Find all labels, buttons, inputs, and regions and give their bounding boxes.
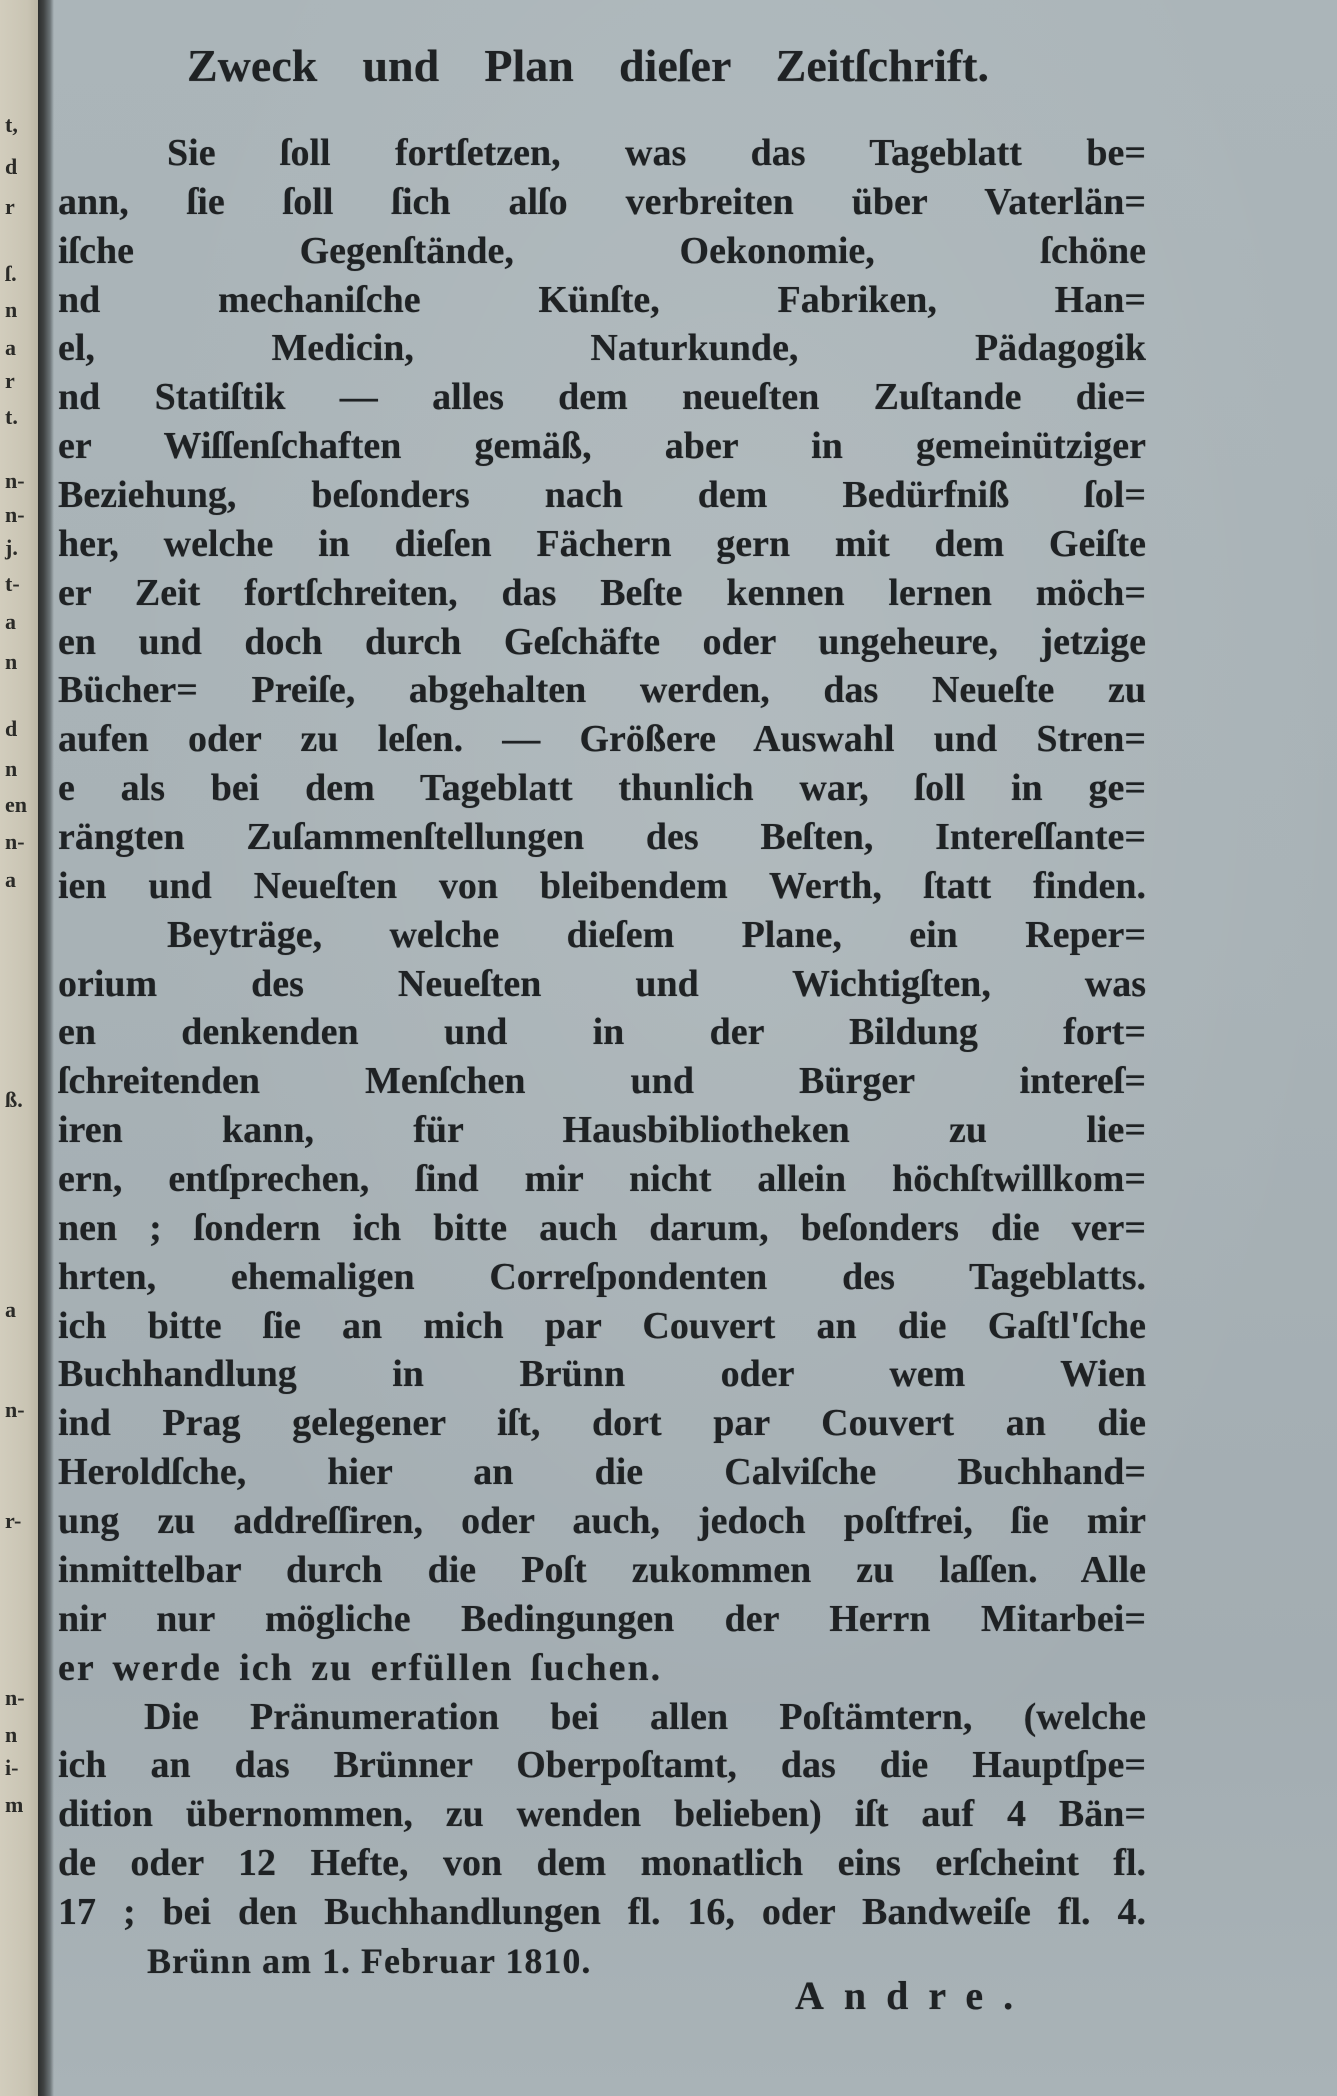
text-line: Beziehung, beſonders nach dem Bedürfniß ſol= (58, 474, 1146, 517)
margin-fragment: r (5, 368, 15, 393)
margin-fragment: d (5, 154, 18, 179)
margin-fragment: d (5, 716, 18, 741)
text-line: orium des Neueſten und Wichtigſten, was (58, 962, 1146, 1005)
text-line: Beyträge, welche dieſem Plane, ein Reper= (167, 913, 1146, 956)
margin-fragment: n (5, 297, 18, 322)
text-line: nir nur mögliche Bedingungen der Herrn Mitarbei= (58, 1597, 1146, 1640)
text-line: nen ; ſondern ich bitte auch darum, beſonders die ver= (58, 1206, 1146, 1249)
text-line: Heroldſche, hier an die Calviſche Buchhand= (58, 1451, 1146, 1494)
margin-fragment: a (5, 609, 16, 634)
margin-fragment: n- (5, 829, 25, 854)
text-line: er werde ich zu erfüllen ſuchen. (58, 1646, 663, 1689)
text-line: en und doch durch Geſchäfte oder ungeheure, jetzige (58, 620, 1146, 663)
book-gutter-shadow (38, 0, 54, 2096)
margin-fragment: n (5, 756, 18, 781)
margin-fragment: n (5, 1722, 18, 1747)
text-line: hrten, ehemaligen Correſpondenten des Tageblatts. (58, 1255, 1146, 1298)
previous-page-edge (0, 0, 40, 2096)
margin-fragment: t. (5, 404, 18, 429)
margin-fragment: a (5, 335, 16, 360)
margin-fragment: n- (5, 1397, 25, 1422)
paragraph (58, 1693, 1146, 1937)
text-line: iren kann, für Hausbibliotheken zu lie= (58, 1109, 1146, 1152)
text-line: ich bitte ſie an mich par Couvert an die Gaſtl'ſche (58, 1304, 1146, 1347)
text-line: ſchreitenden Menſchen und Bürger intereſ= (58, 1060, 1146, 1103)
text-line: Buchhandlung in Brünn oder wem Wien (58, 1353, 1146, 1396)
margin-fragment: a (5, 867, 16, 892)
paragraph (58, 129, 1146, 911)
text-line: iſche Gegenſtände, Oekonomie, ſchöne (58, 229, 1146, 272)
date-line: Brünn am 1. Februar 1810. (147, 1940, 592, 1981)
margin-fragment: t, (5, 112, 18, 137)
text-line: er Zeit fortſchreiten, das Beſte kennen lernen möch= (58, 571, 1146, 614)
text-line: rängten Zuſammenſtellungen des Beſten, Intereſſante= (58, 816, 1146, 859)
text-line: er Wiſſenſchaften gemäß, aber in gemeinütziger (58, 425, 1146, 468)
margin-fragment: ſ. (5, 261, 17, 286)
margin-fragment: n- (5, 502, 25, 527)
text-line: Sie ſoll fortſetzen, was das Tageblatt be= (167, 132, 1146, 174)
margin-fragment: n- (5, 468, 25, 493)
margin-fragment: en (5, 792, 27, 817)
text-line: Bücher= Preiſe, abgehalten werden, das Neueſte zu (58, 669, 1146, 712)
text-line: ind Prag gelegener iſt, dort par Couvert an die (58, 1402, 1146, 1445)
text-line: ich an das Brünner Oberpoſtamt, das die Hauptſpe= (58, 1744, 1146, 1787)
text-line: inmittelbar durch die Poſt zukommen zu laſſen. Alle (58, 1548, 1146, 1591)
text-line: dition übernommen, zu wenden belieben) iſt auf 4 Bän= (58, 1793, 1146, 1836)
body-text (58, 129, 1146, 2021)
text-line: aufen oder zu leſen. — Größere Auswahl und Stren= (58, 718, 1146, 761)
margin-fragment: n (5, 649, 18, 674)
text-line: ern, entſprechen, ſind mir nicht allein höchſtwillkom= (58, 1158, 1146, 1201)
page-title: Zweck und Plan dieſer Zeitſchrift. (187, 40, 989, 91)
margin-fragment: r- (5, 1508, 22, 1533)
text-line: 17 ; bei den Buchhandlungen fl. 16, oder Bandweiſe fl. 4. (58, 1890, 1146, 1933)
margin-fragment: ß. (5, 1087, 23, 1112)
text-line: nd mechaniſche Künſte, Fabriken, Han= (58, 278, 1146, 321)
text-line: en denkenden und in der Bildung fort= (58, 1011, 1146, 1054)
text-line: de oder 12 Hefte, von dem monatlich eins erſcheint fl. (58, 1842, 1146, 1885)
margin-fragment: r (5, 194, 15, 219)
margin-fragment: t- (5, 571, 20, 596)
text-line: el, Medicin, Naturkunde, Pädagogik (58, 327, 1146, 370)
text-line: ung zu addreſſiren, oder auch, jedoch poſtfrei, ſie mir (58, 1500, 1146, 1543)
margin-fragment: j. (5, 535, 18, 560)
margin-fragment: a (5, 1297, 16, 1322)
text-line: ien und Neueſten von bleibendem Werth, ſtatt finden. (58, 864, 1146, 907)
signature: Andre. (795, 1972, 1034, 2018)
paragraph (58, 911, 1146, 1693)
text-line: Die Pränumeration bei allen Poſtämtern, (welche (144, 1695, 1146, 1738)
text-line: her, welche in dieſen Fächern gern mit dem Geiſte (58, 522, 1146, 565)
text-line: e als bei dem Tageblatt thunlich war, ſoll in ge= (58, 767, 1146, 810)
text-line: ann, ſie ſoll ſich alſo verbreiten über Vaterlän= (58, 180, 1146, 223)
margin-fragment: i- (5, 1755, 19, 1780)
margin-fragment: m (5, 1792, 24, 1817)
text-line: nd Statiſtik — alles dem neueſten Zuſtande die= (58, 376, 1146, 419)
margin-fragment: n- (5, 1685, 25, 1710)
